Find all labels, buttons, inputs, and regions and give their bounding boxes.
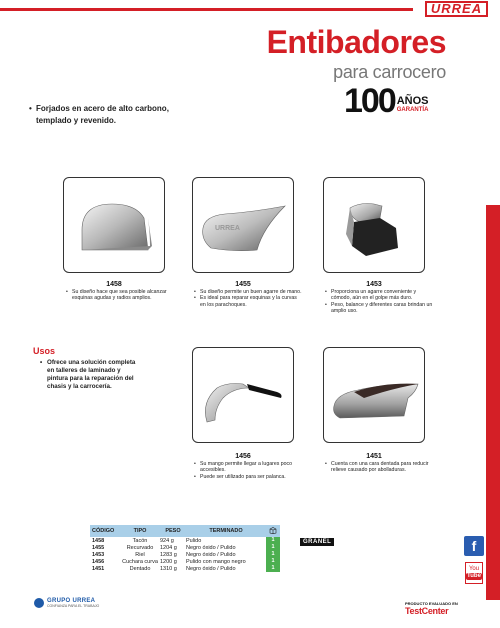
product-bullets-1451 bbox=[324, 461, 434, 474]
spoon-dolly-icon bbox=[193, 348, 294, 443]
toe-dolly-icon bbox=[193, 178, 294, 273]
product-bullets-1453 bbox=[324, 289, 434, 314]
rail-dolly-icon bbox=[324, 178, 425, 273]
globe-icon bbox=[34, 598, 44, 608]
table-header bbox=[90, 525, 280, 537]
col-weight: PESO bbox=[165, 528, 181, 534]
product-bullets-1458 bbox=[65, 289, 175, 302]
side-red-strip bbox=[486, 205, 500, 600]
table-row: 1455 Recurvado 1204 g Negro óxido / Pulido 1 bbox=[90, 544, 280, 551]
col-finish: TERMINADO bbox=[209, 528, 243, 534]
col-code: CÓDIGO bbox=[92, 528, 115, 534]
intro-bullet: • Forjados en acero de alto carbono, templado y revenido. bbox=[36, 103, 206, 127]
company-tagline: CONFIANZA PARA EL TRABAJO bbox=[47, 604, 100, 608]
years-label: AÑOS bbox=[396, 95, 429, 107]
years-number: 100 bbox=[344, 82, 395, 120]
list-item: • Cuenta con una cara dentada para reducir relieve causado por abolladuras. bbox=[324, 461, 434, 474]
specs-table bbox=[90, 525, 280, 572]
page-subtitle: para carrocero bbox=[333, 62, 446, 82]
product-image-1453 bbox=[323, 177, 425, 273]
youtube-icon[interactable]: You Tube bbox=[465, 562, 483, 584]
company-logo bbox=[34, 598, 99, 608]
page-title: Entibadores bbox=[266, 24, 446, 60]
list-item: • Es ideal para reparar esquinas y la curvas en los parachoques. bbox=[193, 295, 303, 308]
testcenter-label: TestCenter bbox=[405, 606, 449, 616]
product-bullets-1455 bbox=[193, 289, 303, 308]
product-image-1455 bbox=[192, 177, 294, 273]
list-item: • Proporciona un agarre conveniente y cómodo, aún en el golpe más duro. bbox=[324, 289, 434, 302]
product-code-1458: 1458 bbox=[106, 281, 122, 288]
table-row: 1451 Dentado 1310 g Negro óxido / Pulido 1 bbox=[90, 565, 280, 572]
box-icon bbox=[266, 527, 280, 536]
list-item: • Su diseño permite un buen agarre de mano. bbox=[193, 289, 303, 295]
facebook-icon[interactable]: f bbox=[464, 536, 484, 556]
serrated-dolly-icon bbox=[324, 348, 425, 443]
brand-name: URREA bbox=[425, 1, 488, 17]
product-image-1451 bbox=[323, 347, 425, 443]
product-bullets-1456 bbox=[193, 461, 303, 480]
table-row: 1456 Cuchara curva 1200 g Pulido con mango negro 1 bbox=[90, 558, 280, 565]
table-row: 1453 Riel 1283 g Negro óxido / Pulido 1 bbox=[90, 551, 280, 558]
list-item: • Su diseño hace que sea posible alcanzar esquinas agudas y radios amplios. bbox=[65, 289, 175, 302]
product-code-1455: 1455 bbox=[235, 281, 251, 288]
evaluated-label: PRODUCTO EVALUADO EN bbox=[405, 601, 458, 606]
years-guarantee-badge bbox=[344, 82, 429, 120]
table-row: 1458 Tacón 924 g Pulido 1 bbox=[90, 537, 280, 544]
company-name: GRUPO URREA bbox=[47, 598, 96, 604]
granel-badge: GRANEL bbox=[300, 538, 334, 546]
heel-dolly-icon bbox=[64, 178, 165, 273]
product-image-1458 bbox=[63, 177, 165, 273]
top-red-line bbox=[0, 8, 413, 11]
guarantee-label: GARANTÍA bbox=[396, 107, 429, 113]
usos-bullet: • Ofrece una solución completa en talleres de laminado y pintura para la reparación del chasis y la carrocería. bbox=[47, 359, 137, 391]
testcenter-badge bbox=[405, 601, 458, 616]
list-item: • Su mango permite llegar a lugares poco accesibles. bbox=[193, 461, 303, 474]
product-code-1453: 1453 bbox=[366, 281, 382, 288]
product-code-1451: 1451 bbox=[366, 453, 382, 460]
list-item: • Puede ser utilizado para ser palanca. bbox=[193, 474, 303, 480]
product-engraving: URREA bbox=[215, 225, 240, 232]
product-image-1456 bbox=[192, 347, 294, 443]
brand-logo bbox=[413, 0, 500, 17]
col-type: TIPO bbox=[133, 528, 147, 534]
list-item: • Peso, balance y diferentes caras brindan un amplio uso. bbox=[324, 302, 434, 315]
product-code-1456: 1456 bbox=[235, 453, 251, 460]
usos-heading: Usos bbox=[33, 346, 56, 356]
